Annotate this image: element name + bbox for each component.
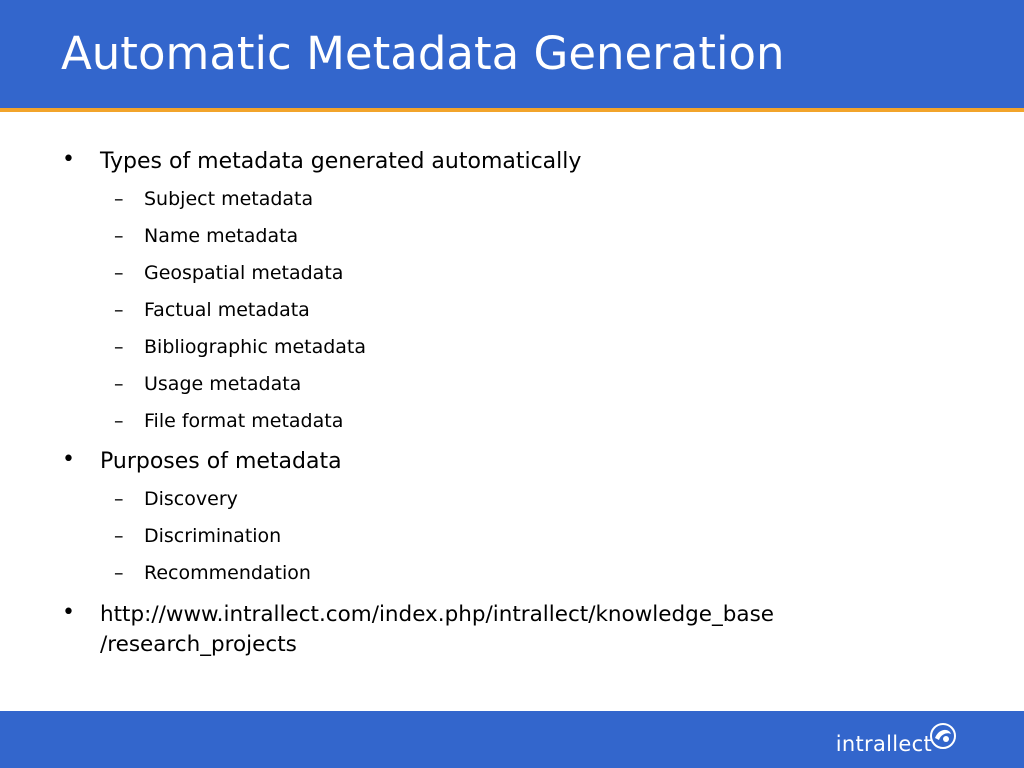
sub-bullet-dash: –: [114, 488, 124, 510]
sub-bullet-text: Geospatial metadata: [144, 262, 344, 284]
sub-bullet-text: Name metadata: [144, 225, 299, 247]
sub-bullet-text: File format metadata: [144, 410, 344, 432]
slide-title: Automatic Metadata Generation: [61, 27, 785, 80]
sub-bullet-text: Usage metadata: [144, 373, 302, 395]
sub-bullet-dash: –: [114, 262, 124, 284]
sub-bullet-text: Discovery: [144, 488, 238, 510]
sub-bullet-text: Discrimination: [144, 525, 282, 547]
sub-bullet-dash: –: [114, 525, 124, 547]
bullet-dot: •: [62, 447, 75, 472]
sub-bullet-dash: –: [114, 562, 124, 584]
sub-bullet-text: Subject metadata: [144, 188, 314, 210]
sub-bullet-text: Recommendation: [144, 562, 311, 584]
bullet-dot: •: [62, 147, 75, 172]
sub-bullet-dash: –: [114, 410, 124, 432]
research-projects-link-continued[interactable]: /research_projects: [100, 632, 297, 657]
sub-bullet-dash: –: [114, 336, 124, 358]
sub-bullet-text: Bibliographic metadata: [144, 336, 367, 358]
sub-bullet-text: Factual metadata: [144, 299, 310, 321]
bullet-dot: •: [62, 600, 75, 625]
swirl-globe-icon: [929, 722, 957, 750]
bullet-text: Types of metadata generated automatically: [100, 149, 582, 174]
sub-bullet-dash: –: [114, 299, 124, 321]
intrallect-logo-text: intrallect: [835, 732, 932, 756]
research-projects-link[interactable]: http://www.intrallect.com/index.php/intrallect/knowledge_base: [100, 602, 775, 627]
sub-bullet-dash: –: [114, 225, 124, 247]
bullet-text: Purposes of metadata: [100, 449, 342, 474]
sub-bullet-dash: –: [114, 188, 124, 210]
sub-bullet-dash: –: [114, 373, 124, 395]
